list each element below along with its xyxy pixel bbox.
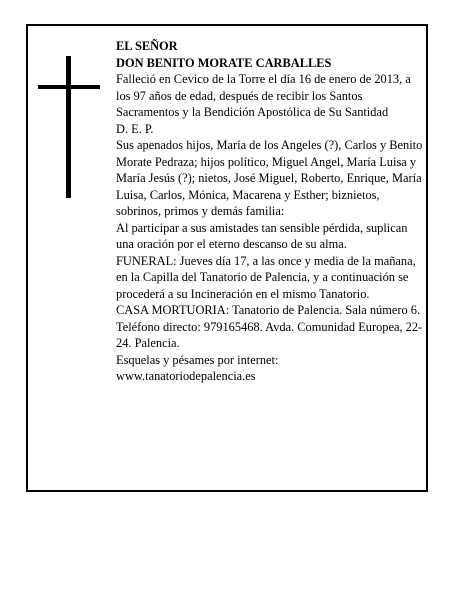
funeral-details: FUNERAL: Jueves día 17, a las once y media de la mañana, en la Capilla del Tanatorio de Palencia, y a continuación se procederá a su Incineración en el mismo Tanatorio. [116,253,416,301]
family-list: Sus apenados hijos, María de los Angeles (?), Carlos y Benito Morate Pedraza; hijos político, Miguel Angel, María Luisa y María Jesús (?); nietos, José Miguel, Roberto, Enrique, María Luisa, Carlos, Mónica, Macarena y Esther; biznietos, sobrinos, primos y demás familia: [116,138,423,218]
internet-label: Esquelas y pésames por internet: [116,352,279,367]
obituary-notice [26,24,428,492]
website-link[interactable]: www.tanatoriodepalencia.es [116,369,256,383]
cross-icon-horizontal-bar [38,85,100,89]
cross-icon-vertical-bar [66,56,71,198]
notice-content [116,38,426,385]
mortuary-details: CASA MORTUORIA: Tanatorio de Palencia. Sala número 6. Teléfono directo: 979165468. Avda. Comunidad Europea, 22-24. Palencia. [116,303,423,350]
deceased-name: DON BENITO MORATE CARBALLES [116,55,332,70]
prayer-request: Al participar a sus amistades tan sensible pérdida, suplican una oración por el eterno descanso de su alma. [116,220,408,251]
heading-line-1: EL SEÑOR [116,39,178,53]
death-announcement: Falleció en Cevico de la Torre el día 16 de enero de 2013, a los 97 años de edad, después de recibir los Santos Sacramentos y la Bendición Apostólica de Su Santidad [116,72,411,119]
dep-line: D. E. P. [116,121,154,136]
